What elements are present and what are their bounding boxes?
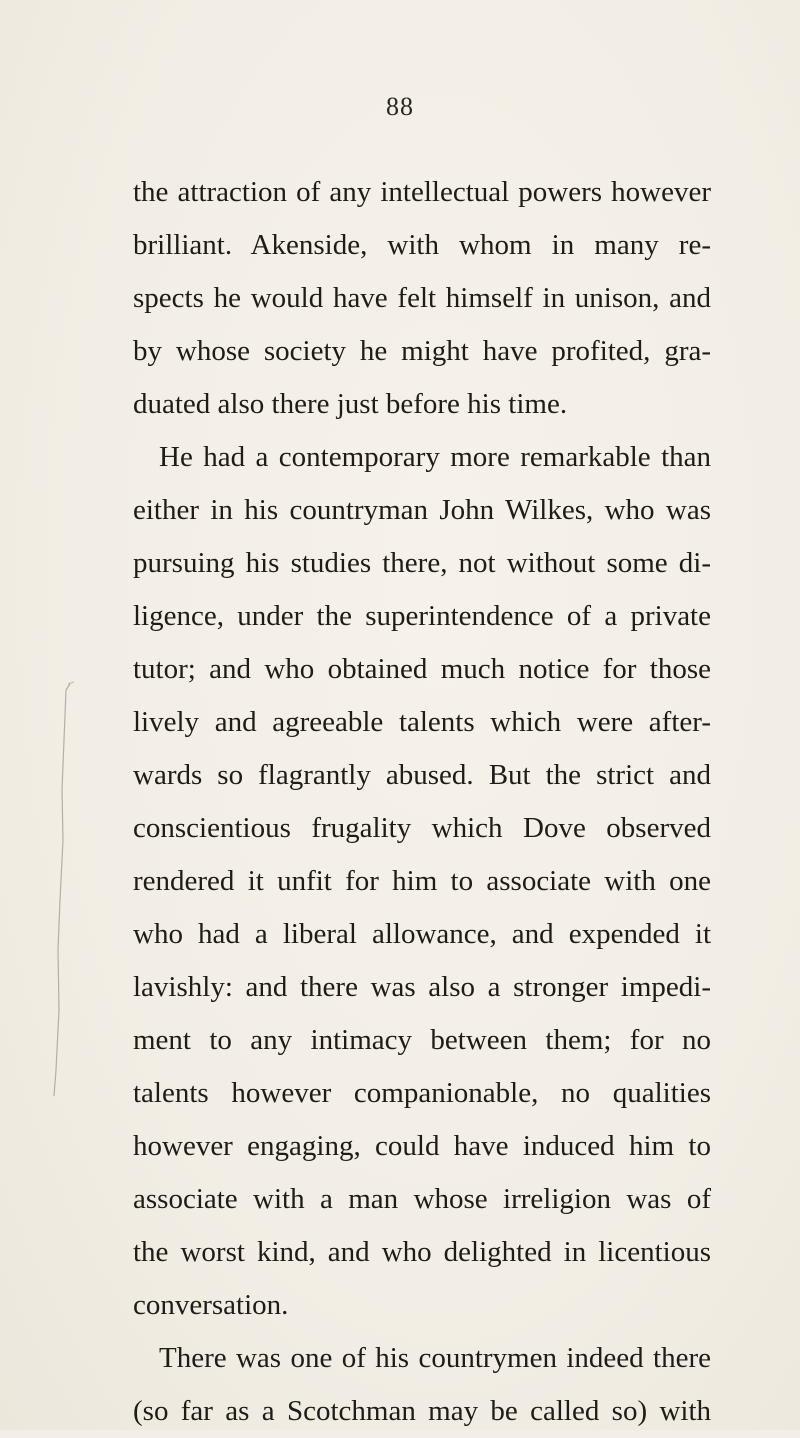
text-line: conscientious frugality which Dove observed (133, 812, 711, 844)
text-line: lavishly: and there was also a stronger impedi- (133, 971, 711, 1003)
text-line: spects he would have felt himself in unison, and (133, 282, 711, 314)
page-number: 88 (386, 92, 414, 121)
margin-pencil-mark (42, 680, 82, 1100)
text-line: He had a contemporary more remarkable than (159, 441, 711, 473)
text-line: rendered it unfit for him to associate with one (133, 865, 711, 897)
text-line: ment to any intimacy between them; for no (133, 1024, 711, 1056)
text-line: brilliant. Akenside, with whom in many re- (133, 229, 711, 261)
text-line: ligence, under the superintendence of a private (133, 600, 711, 632)
text-line: wards so flagrantly abused. But the strict and (133, 759, 711, 791)
text-line: however engaging, could have induced him to (133, 1130, 711, 1162)
text-line: duated also there just before his time. (133, 388, 568, 420)
text-line: either in his countryman John Wilkes, who was (133, 494, 711, 526)
text-line: tutor; and who obtained much notice for those (133, 653, 711, 685)
text-line: lively and agreeable talents which were after- (133, 706, 711, 738)
text-line: the attraction of any intellectual powers however (133, 176, 711, 208)
text-line: who had a liberal allowance, and expended it (133, 918, 711, 950)
text-line: pursuing his studies there, not without some di- (133, 547, 711, 579)
text-line: There was one of his countrymen indeed there (159, 1342, 711, 1374)
text-line: talents however companionable, no qualities (133, 1077, 711, 1109)
text-line: (so far as a Scotchman may be called so) with (133, 1395, 711, 1427)
text-line: the worst kind, and who delighted in licentious (133, 1236, 711, 1268)
body-text (133, 166, 711, 1438)
text-line: associate with a man whose irreligion was of (133, 1183, 711, 1215)
text-line: by whose society he might have profited, gra- (133, 335, 711, 367)
text-line: conversation. (133, 1289, 289, 1321)
